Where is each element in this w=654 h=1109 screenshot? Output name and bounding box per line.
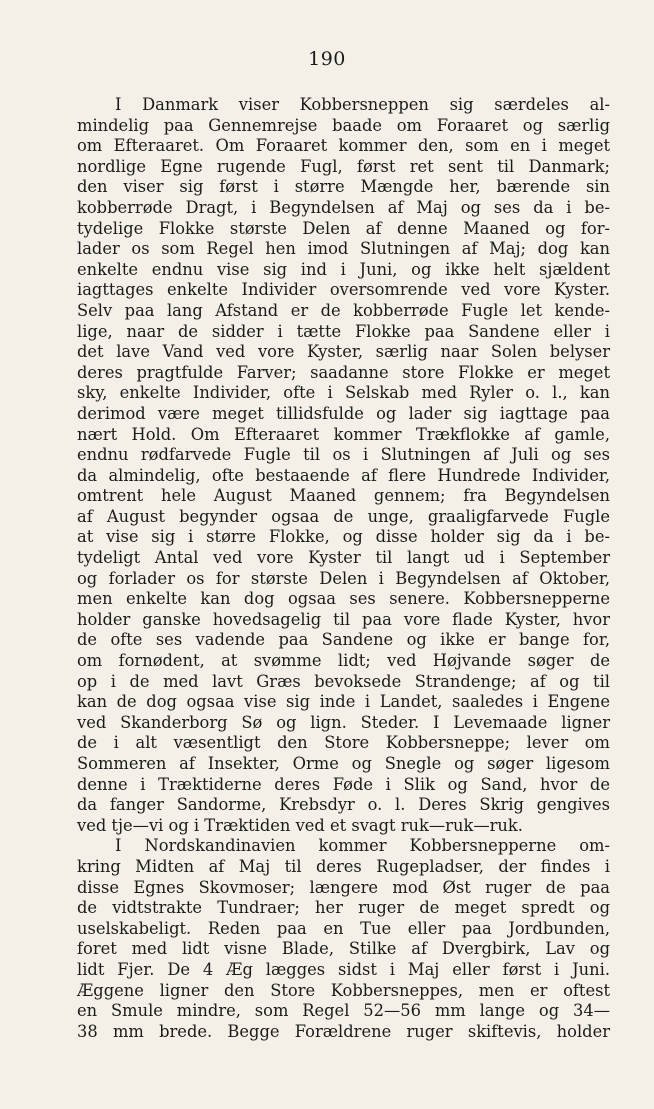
text-line: derimod være meget tillidsfulde og lader sig iagttage paa xyxy=(77,403,610,423)
text-line: og forlader os for største Delen i Begyndelsen af Oktober, xyxy=(77,568,610,588)
text-line: op i de med lavt Græs bevoksede Strandenge; af og til xyxy=(77,671,610,691)
text-line: kring Midten af Maj til deres Rugepladser, der findes i xyxy=(77,856,610,876)
text-line: I Danmark viser Kobbersneppen sig særdeles al- xyxy=(115,95,610,114)
text-line: at vise sig i større Flokke, og disse holder sig da i be- xyxy=(77,527,610,547)
text-line: I Nordskandinavien kommer Kobbersnepperne om- xyxy=(115,836,610,856)
text-line: nordlige Egne rugende Fugl, først ret sent til Danmark; xyxy=(77,156,610,176)
text-line: 38 mm brede. Begge Forældrene ruger skiftevis, holder xyxy=(77,1021,610,1041)
text-line: disse Egnes Skovmoser; længere mod Øst ruger de paa xyxy=(77,877,610,897)
text-line: kan de dog ogsaa vise sig inde i Landet, saaledes i Engene xyxy=(77,692,610,712)
text-line: de vidtstrakte Tundraer; her ruger de meget spredt og xyxy=(77,898,610,918)
text-line: lige, naar de sidder i tætte Flokke paa Sandene eller i xyxy=(77,321,610,341)
text-line: lidt Fjer. De 4 Æg lægges sidst i Maj eller først i Juni. xyxy=(77,959,610,979)
text-line: af August begynder ogsaa de unge, graaligfarvede Fugle xyxy=(77,506,610,526)
text-line: de ofte ses vadende paa Sandene og ikke er bange for, xyxy=(77,630,610,650)
text-line: lader os som Regel hen imod Slutningen af Maj; dog kan xyxy=(77,239,610,259)
text-line: endnu rødfarvede Fugle til os i Slutningen af Juli og ses xyxy=(77,445,610,465)
text-line: tydelige Flokke største Delen af denne Maaned og for- xyxy=(77,218,610,238)
text-line: nært Hold. Om Efteraaret kommer Trækflokke af gamle, xyxy=(77,424,610,444)
text-line: men enkelte kan dog ogsaa ses senere. Kobbersnepperne xyxy=(77,589,610,609)
text-line: om fornødent, at svømme lidt; ved Højvande søger de xyxy=(77,651,610,671)
text-line: da fanger Sandorme, Krebsdyr o. l. Deres Skrig gengives xyxy=(77,795,610,815)
text-line: den viser sig først i større Mængde her, bærende sin xyxy=(77,177,610,197)
text-line: det lave Vand ved vore Kyster, særlig naar Solen belyser xyxy=(77,342,610,362)
text-line: ved tje—vi og i Træktiden ved et svagt ruk—ruk—ruk. xyxy=(77,815,523,835)
page-number: 190 xyxy=(308,48,346,70)
text-line: de i alt væsentligt den Store Kobbersneppe; lever om xyxy=(77,733,610,753)
text-line: holder ganske hovedsagelig til paa vore flade Kyster, hvor xyxy=(77,609,610,629)
text-line: iagttages enkelte Individer oversomrende ved vore Kyster. xyxy=(77,280,610,300)
text-line: da almindelig, ofte bestaaende af flere Hundrede Individer, xyxy=(77,465,610,485)
text-line: omtrent hele August Maaned gennem; fra Begyndelsen xyxy=(77,486,610,506)
text-line: sky, enkelte Individer, ofte i Selskab med Ryler o. l., kan xyxy=(77,383,610,403)
text-line: foret med lidt visne Blade, Stilke af Dvergbirk, Lav og xyxy=(77,939,610,959)
text-line: Selv paa lang Afstand er de kobberrøde Fugle let kende- xyxy=(77,300,610,320)
text-line: deres pragtfulde Farver; saadanne store Flokke er meget xyxy=(77,362,610,382)
text-line: tydeligt Antal ved vore Kyster til langt ud i September xyxy=(77,548,610,568)
text-line: uselskabeligt. Reden paa en Tue eller paa Jordbunden, xyxy=(77,918,610,938)
text-line: om Efteraaret. Om Foraaret kommer den, som en i meget xyxy=(77,136,610,156)
text-line: denne i Træktiderne deres Føde i Slik og Sand, hvor de xyxy=(77,774,610,794)
body-text xyxy=(77,95,610,1042)
text-line: en Smule mindre, som Regel 52—56 mm lange og 34— xyxy=(77,1001,610,1021)
text-line: kobberrøde Dragt, i Begyndelsen af Maj og ses da i be- xyxy=(77,197,610,217)
text-line: Æggene ligner den Store Kobbersneppes, men er oftest xyxy=(77,980,610,1000)
text-line: mindelig paa Gennemrejse baade om Foraaret og særlig xyxy=(77,115,610,135)
text-line: Sommeren af Insekter, Orme og Snegle og søger ligesom xyxy=(77,754,610,773)
text-line: ved Skanderborg Sø og lign. Steder. I Levemaade ligner xyxy=(77,712,610,732)
text-line: enkelte endnu vise sig ind i Juni, og ikke helt sjældent xyxy=(77,259,610,279)
